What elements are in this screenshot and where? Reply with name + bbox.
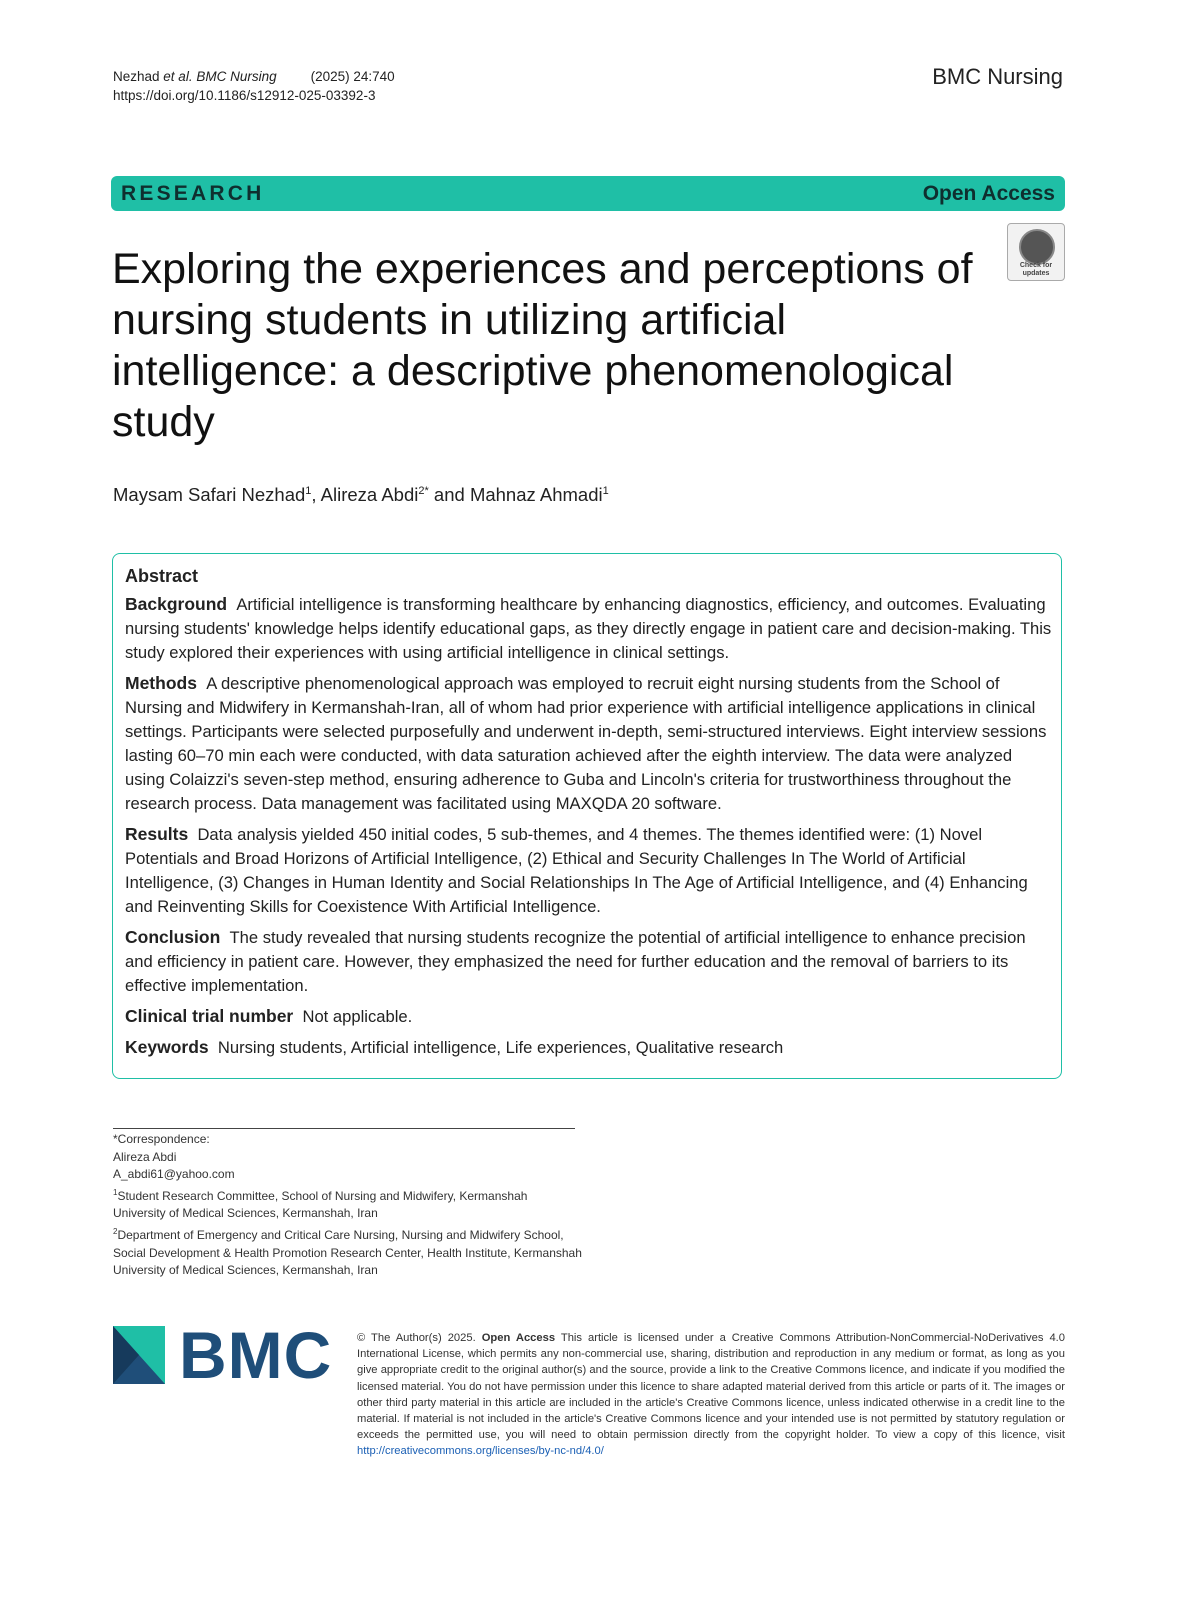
methods-text: A descriptive phenomenological approach was employed to recruit eight nursing students from the School of Nursing and Midwifery in Kermanshah-Iran, all of whom had prior experience with artificial intelligence applications in clinical settings. Participants were selected purposefully and underwent in-depth, semi-structured interviews. Eight interview sessions lasting 60–70 min each were conducted, with data saturation achieved after the eighth interview. The data were analyzed using Colaizzi's seven-step method, ensuring adherence to Guba and Lincoln's criteria for trustworthiness throughout the research process. Data management was facilitated using MAXQDA 20 software. [125, 674, 1047, 813]
conclusion-label: Conclusion [125, 927, 221, 947]
affiliation-1-sup: 1 [113, 1187, 118, 1197]
bmc-logo [113, 1318, 333, 1392]
author-name[interactable]: Mahnaz Ahmadi [469, 484, 603, 505]
correspondence-name: Alireza Abdi [113, 1149, 177, 1164]
bmc-logo-text: BMC [179, 1318, 333, 1392]
citation-year: (2025) 24:740 [310, 69, 395, 84]
abstract-background [125, 592, 1055, 665]
abstract-methods [125, 671, 1055, 816]
affiliation-2-sup: 2 [113, 1226, 118, 1236]
affiliation-2-text: Department of Emergency and Critical Care Nursing, Nursing and Midwifery School, Social Development & Health Promotion Research Center, Health Institute, Kermanshah University of Medical Sciences, Kermanshah, Iran [113, 1227, 582, 1278]
author-separator: , [311, 484, 321, 505]
affiliation-2 [113, 1223, 583, 1280]
footnotes [113, 1131, 583, 1280]
bmc-logo-mark-icon [113, 1326, 165, 1384]
abstract-heading: Abstract [125, 566, 199, 586]
author-list [113, 484, 609, 506]
abstract-box [112, 553, 1062, 1079]
background-text: Artificial intelligence is transforming healthcare by enhancing diagnostics, efficiency, and outcomes. Evaluating nursing students' knowledge helps identify educational gaps, as they directly engage in patient care and decision-making. This study explored their experiences with using artificial intelligence in clinical settings. [125, 595, 1052, 662]
author-affiliation: 1 [602, 484, 609, 497]
article-type-label: RESEARCH [121, 182, 265, 205]
license-text [357, 1330, 1065, 1460]
author-affiliation: 2* [418, 484, 429, 497]
license-body: This article is licensed under a Creative Commons Attribution-NonCommercial-NoDerivatives 4.0 International License, which permits any non-commercial use, sharing, distribution and reproduction in any medium or format, as long as you give appropriate credit to the original author(s) and the source, provide a link to the Creative Commons licence, and indicate if you modified the licensed material. You do not have permission under this licence to share adapted material derived from this article or parts of it. The images or other third party material in this article are included in the article's Creative Commons licence, unless indicated otherwise in a credit line to the material. If material is not included in the article's Creative Commons licence and your intended use is not permitted by statutory regulation or exceeds the permitted use, you will need to obtain permission directly from the copyright holder. To view a copy of this licence, visit [357, 1332, 1066, 1442]
trial-label: Clinical trial number [125, 1006, 294, 1026]
running-header [113, 67, 395, 105]
check-for-updates-icon [1019, 229, 1055, 265]
author-affiliation: 1 [305, 484, 312, 497]
results-label: Results [125, 824, 189, 844]
author-name[interactable]: Maysam Safari Nezhad [113, 484, 306, 505]
affiliation-1-text: Student Research Committee, School of Nursing and Midwifery, Kermanshah University of Medical Sciences, Kermanshah, Iran [113, 1188, 528, 1221]
doi-link[interactable]: https://doi.org/10.1186/s12912-025-03392-3 [113, 88, 376, 103]
background-label: Background [125, 594, 228, 614]
journal-name: BMC Nursing [932, 64, 1063, 89]
keywords-text: Nursing students, Artificial intelligence, Life experiences, Qualitative research [217, 1038, 784, 1057]
results-text: Data analysis yielded 450 initial codes, 5 sub-themes, and 4 themes. The themes identified were: (1) Novel Potentials and Broad Horizons of Artificial Intelligence, (2) Ethical and Security Challenges In The World of Artificial Intelligence, (3) Changes in Human Identity and Social Relationships In The Age of Artificial Intelligence, and (4) Enhancing and Reinventing Skills for Coexistence With Artificial Intelligence. [125, 825, 1028, 916]
abstract-results [125, 822, 1055, 919]
affiliation-1 [113, 1184, 583, 1223]
license-open-access: Open Access [481, 1332, 556, 1344]
trial-text: Not applicable. [302, 1007, 413, 1026]
conclusion-text: The study revealed that nursing students recognize the potential of artificial intelligence to enhance precision and efficiency in patient care. However, they emphasized the need for further education and the removal of barriers to its effective implementation. [125, 928, 1026, 995]
abstract-keywords [125, 1035, 1055, 1060]
footnote-divider [113, 1128, 575, 1129]
keywords-label: Keywords [125, 1037, 209, 1057]
license-link[interactable]: http://creativecommons.org/licenses/by-nc-nd/4.0/ [357, 1445, 604, 1458]
correspondence-email[interactable]: A_abdi61@yahoo.com [113, 1167, 235, 1182]
article-type-banner [111, 176, 1065, 211]
methods-label: Methods [125, 673, 197, 693]
abstract-trial [125, 1004, 1055, 1029]
check-for-updates-text: Check for updates [1019, 262, 1053, 277]
citation-author: Nezhad [113, 69, 164, 84]
author-separator: and [428, 484, 470, 505]
citation-journal: et al. BMC Nursing [163, 69, 277, 84]
license-lead: © The Author(s) 2025. [357, 1332, 476, 1344]
abstract-conclusion [125, 925, 1055, 998]
check-for-updates-badge[interactable] [1007, 223, 1065, 281]
correspondence-label: *Correspondence: [113, 1132, 210, 1146]
author-name[interactable]: Alireza Abdi [320, 484, 419, 505]
article-title: Exploring the experiences and perceptions of nursing students in utilizing artificial intelligence: a descriptive phenomenological study [112, 245, 973, 446]
open-access-label: Open Access [922, 182, 1055, 205]
citation-line [113, 67, 395, 86]
